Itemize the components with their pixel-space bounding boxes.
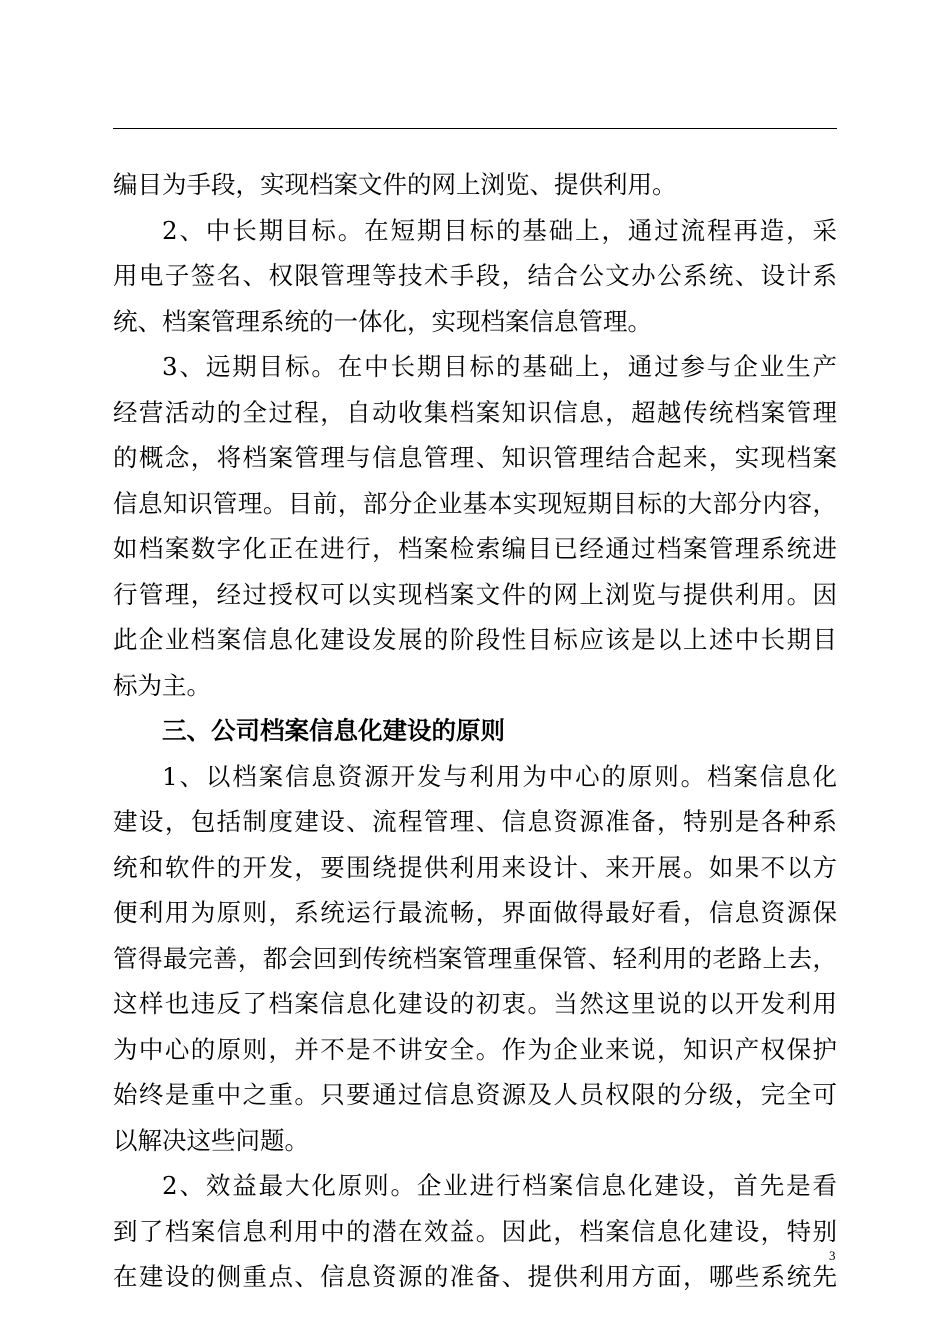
text-line: 2、中长期目标。在短期目标的基础上，通过流程再造，采 [162, 215, 837, 245]
text-line: 始终是重中之重。只要通过信息资源及人员权限的分级，完全可 [113, 1080, 837, 1109]
text-line: 1、以档案信息资源开发与利用为中心的原则。档案信息化 [162, 761, 837, 791]
text-line: 如档案数字化正在进行，档案检索编目已经通过档案管理系统进 [113, 534, 837, 563]
text-line: 的概念，将档案管理与信息管理、知识管理结合起来，实现档案 [113, 443, 837, 472]
text-line: 2、效益最大化原则。企业进行档案信息化建设，首先是看 [162, 1171, 837, 1200]
text-line: 这样也违反了档案信息化建设的初衷。当然这里说的以开发利用 [113, 989, 837, 1018]
text-line: 标为主。 [113, 670, 211, 700]
text-line: 统、档案管理系统的一体化，实现档案信息管理。 [113, 306, 652, 336]
text-line: 建设，包括制度建设、流程管理、信息资源准备，特别是各种系 [113, 807, 837, 836]
text-line: 统和软件的开发，要围绕提供利用来设计、来开展。如果不以方 [113, 852, 837, 882]
section-heading: 三、公司档案信息化建设的原则 [162, 716, 505, 745]
text-line: 信息知识管理。目前，部分企业基本实现短期目标的大部分内容， [113, 488, 837, 518]
page-number: 3 [829, 1248, 836, 1263]
text-line: 经营活动的全过程，自动收集档案知识信息，超越传统档案管理 [113, 397, 837, 427]
text-line: 此企业档案信息化建设发展的阶段性目标应该是以上述中长期目 [113, 625, 837, 654]
text-line: 3、远期目标。在中长期目标的基础上，通过参与企业生产 [162, 352, 837, 381]
text-line: 编目为手段，实现档案文件的网上浏览、提供利用。 [113, 170, 677, 199]
header-rule [113, 128, 837, 129]
text-line: 便利用为原则，系统运行最流畅，界面做得最好看，信息资源保 [113, 898, 837, 927]
text-line: 为中心的原则，并不是不讲安全。作为企业来说，知识产权保护 [113, 1034, 837, 1064]
text-line: 行管理，经过授权可以实现档案文件的网上浏览与提供利用。因 [113, 579, 837, 609]
document-body [113, 162, 837, 1300]
text-line: 到了档案信息利用中的潜在效益。因此，档案信息化建设，特别 [113, 1216, 837, 1246]
text-line: 以解决这些问题。 [113, 1125, 309, 1155]
text-line: 用电子签名、权限管理等技术手段，结合公文办公系统、设计系 [113, 261, 837, 290]
text-line: 在建设的侧重点、信息资源的准备、提供利用方面，哪些系统先 [113, 1262, 837, 1291]
text-line: 管得最完善，都会回到传统档案管理重保管、轻利用的老路上去， [113, 943, 837, 973]
